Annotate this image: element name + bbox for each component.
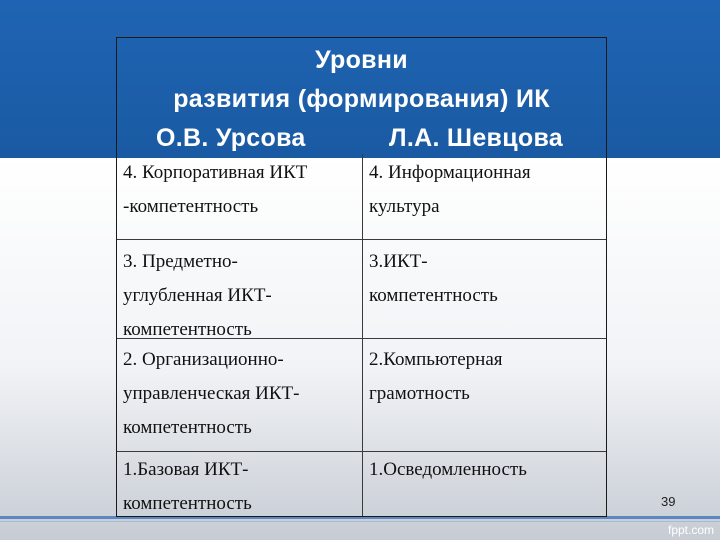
cell-shevtsova-level-3: 3.ИКТ- компетентность [369,251,498,306]
cell-ursova-level-4: 4. Корпоративная ИКТ -компетентность [123,162,308,217]
table-header [117,38,606,154]
levels-table [116,37,607,517]
author-shevtsova: Л.А. Шевцова [389,124,564,152]
cell-ursova-level-3: 3. Предметно- углубленная ИКТ- компетентность [123,251,272,340]
cell-shevtsova-level-4: 4. Информационная культура [369,162,531,217]
page-number: 39 [661,494,676,509]
title-line-2: развития (формирования) ИК [173,85,550,113]
footer-stripe-thin [0,521,720,522]
author-ursova: О.В. Урсова [156,124,306,152]
cell-shevtsova-level-2: 2.Компьютерная грамотность [369,349,503,404]
column-divider [362,154,363,516]
cell-ursova-level-2: 2. Организационно- управленческая ИКТ- компетентность [123,349,300,438]
brand-watermark: fppt.com [668,523,715,537]
cell-shevtsova-level-1: 1.Осведомленность [369,459,527,480]
title-line-1: Уровни [315,46,408,74]
cell-ursova-level-1: 1.Базовая ИКТ- компетентность [123,459,252,514]
